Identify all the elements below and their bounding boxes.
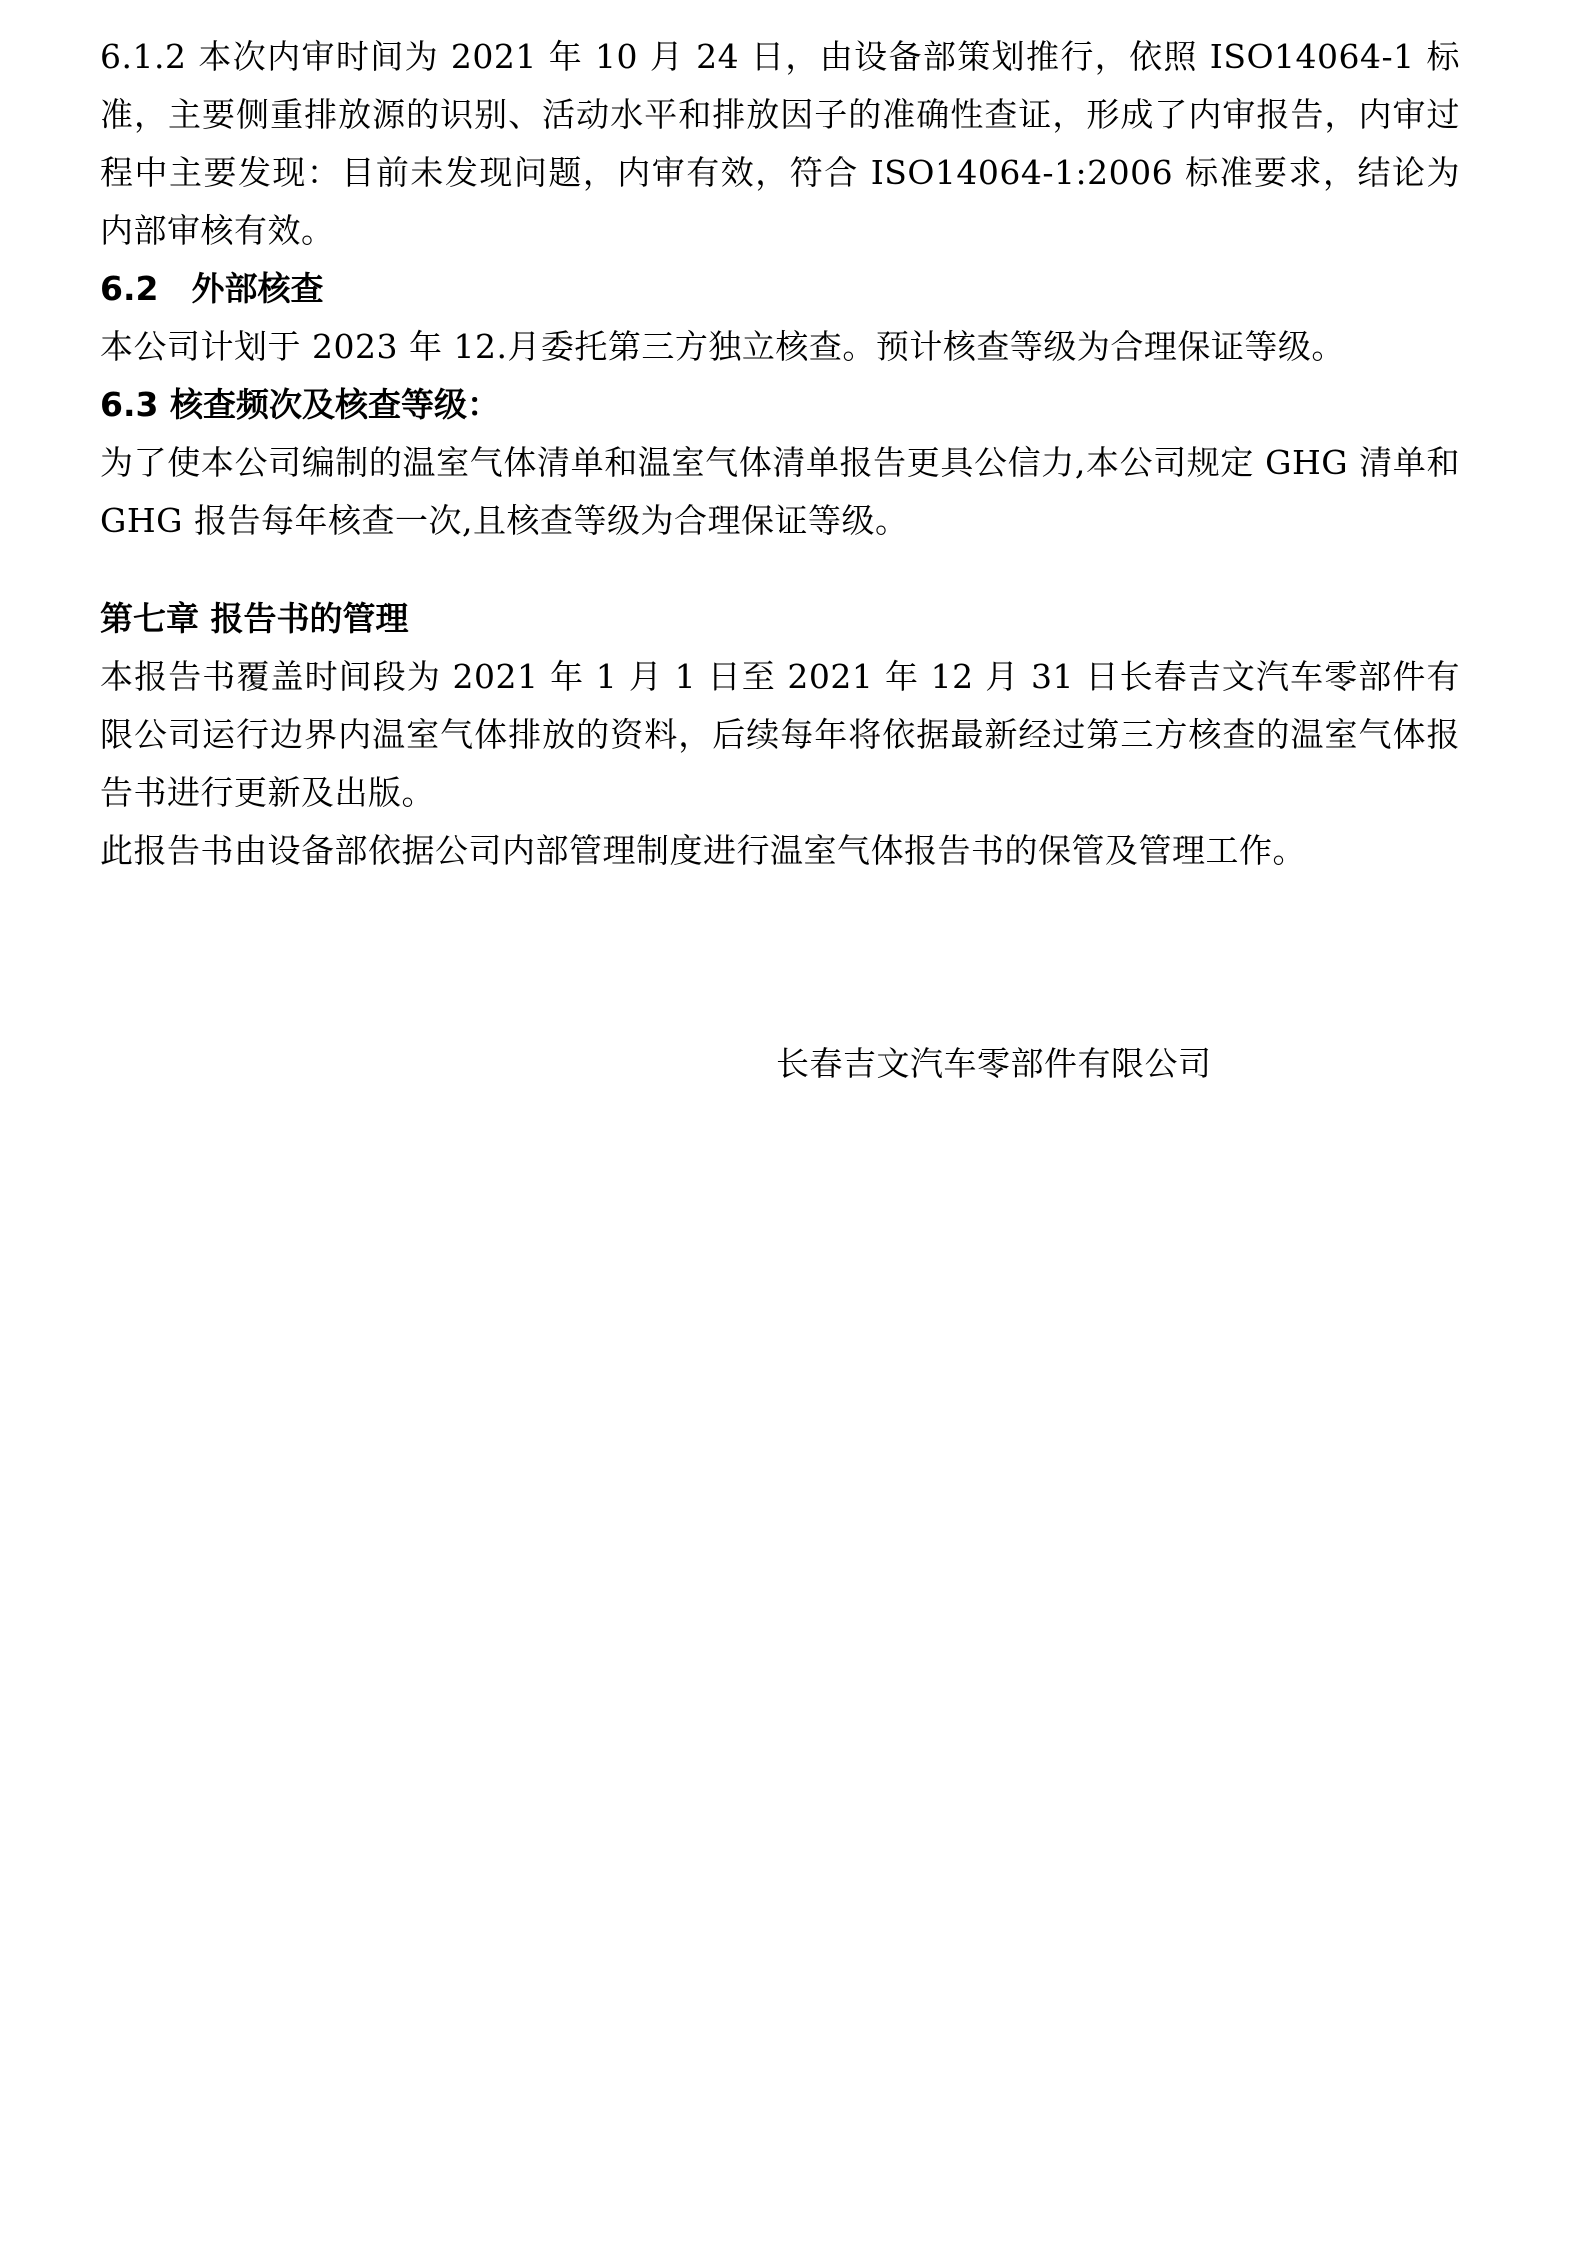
document-body [100,28,1460,880]
section-6-3-paragraph: 为了使本公司编制的温室气体清单和温室气体清单报告更具公信力,本公司规定 GHG 清单和 GHG 报告每年核查一次,且核查等级为合理保证等级。 [100,443,1460,540]
spacer [100,550,1460,590]
section-6-1-2-paragraph: 6.1.2 本次内审时间为 2021 年 10 月 24 日，由设备部策划推行，依照 ISO14064-1 标准，主要侧重排放源的识别、活动水平和排放因子的准确性查证，形成了内审报告，内审过程中主要发现：目前未发现问题，内审有效，符合 ISO14064-1:2006 标准要求，结论为内部审核有效。 [100,37,1460,250]
chapter-7-heading: 第七章 报告书的管理 [100,599,409,638]
chapter-7-paragraph-2: 此报告书由设备部依据公司内部管理制度进行温室气体报告书的保管及管理工作。 [100,831,1306,870]
section-6-2-paragraph: 本公司计划于 2023 年 12.月委托第三方独立核查。预计核查等级为合理保证等级。 [100,327,1345,366]
section-6-2-heading: 6.2 外部核查 [100,269,324,308]
section-6-3-heading: 6.3 核查频次及核查等级： [100,385,500,424]
company-signature: 长春吉文汽车零部件有限公司 [776,1044,1212,1083]
chapter-7-paragraph-1: 本报告书覆盖时间段为 2021 年 1 月 1 日至 2021 年 12 月 31 日长春吉文汽车零部件有限公司运行边界内温室气体排放的资料，后续每年将依据最新经过第三方核查的温室气体报告书进行更新及出版。 [100,657,1460,812]
